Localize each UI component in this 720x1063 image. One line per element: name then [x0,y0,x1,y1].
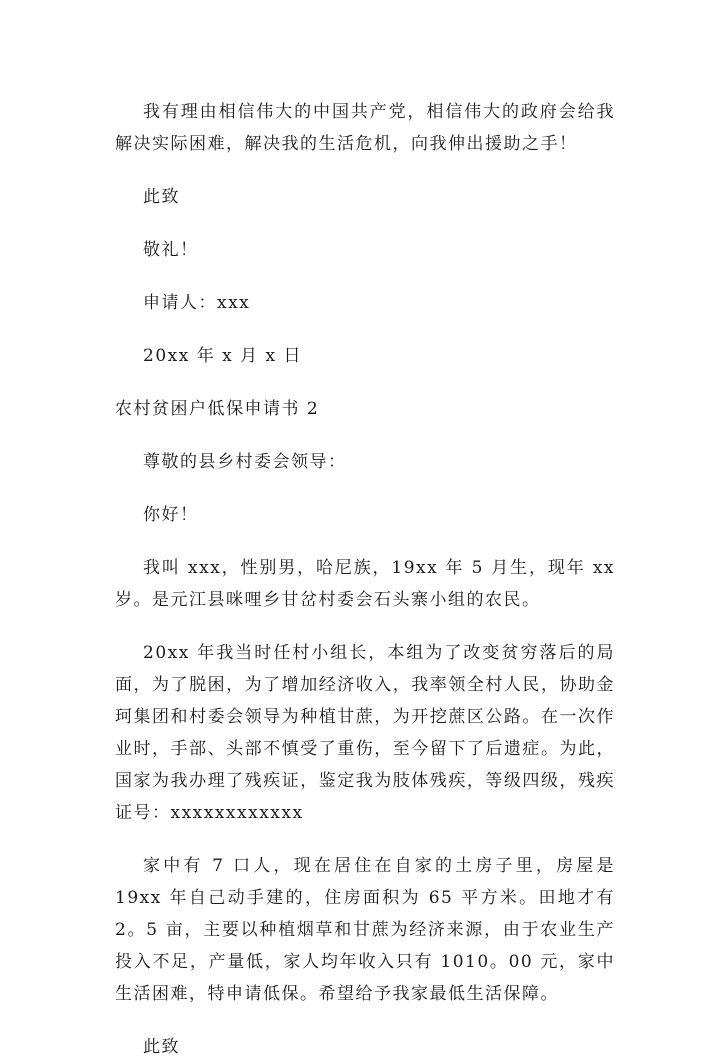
closing-paragraph: 我有理由相信伟大的中国共产党，相信伟大的政府会给我解决实际困难，解决我的生活危机，向我伸出援助之手！ [115,102,615,154]
applicant-line: 申请人：xxx [143,293,251,313]
intro-paragraph: 我叫 xxx，性别男，哈尼族，19xx 年 5 月生，现年 xx 岁。是元江县咪哩乡甘岔村委会石头寨小组的农民。 [115,558,615,610]
household-paragraph: 家中有 7 口人，现在居住在自家的土房子里，房屋是 19xx 年自己动手建的，住房面积为 65 平方米。田地才有 2。5 亩，主要以种植烟草和甘蔗为经济来源，由于农业生产投入不足，产量低，家人均年收入只有 1010。00 元，家中生活困难，特申请低保。希望给予我家最低生活保障。 [115,856,615,1004]
salutation-jingli: 敬礼！ [143,240,199,260]
document-body [115,96,615,1063]
section-title: 农村贫困户低保申请书 2 [115,399,320,419]
greeting-recipient: 尊敬的县乡村委会领导： [143,452,347,472]
injury-paragraph: 20xx 年我当时任村小组长，本组为了改变贫穷落后的局面，为了脱困，为了增加经济收入，我率领全村人民，协助金珂集团和村委会领导为种植甘蔗，为开挖蔗区公路。在一次作业时，手部、头部不慎受了重伤，至今留下了后遗症。为此，国家为我办理了残疾证，鉴定我为肢体残疾，等级四级，残疾证号：xxxxxxxxxxxx [115,643,615,823]
date-line: 20xx 年 x 月 x 日 [143,346,303,366]
greeting-hello: 你好！ [143,505,199,525]
salutation-cizhi: 此致 [143,187,180,207]
salutation-cizhi-2: 此致 [143,1037,180,1057]
